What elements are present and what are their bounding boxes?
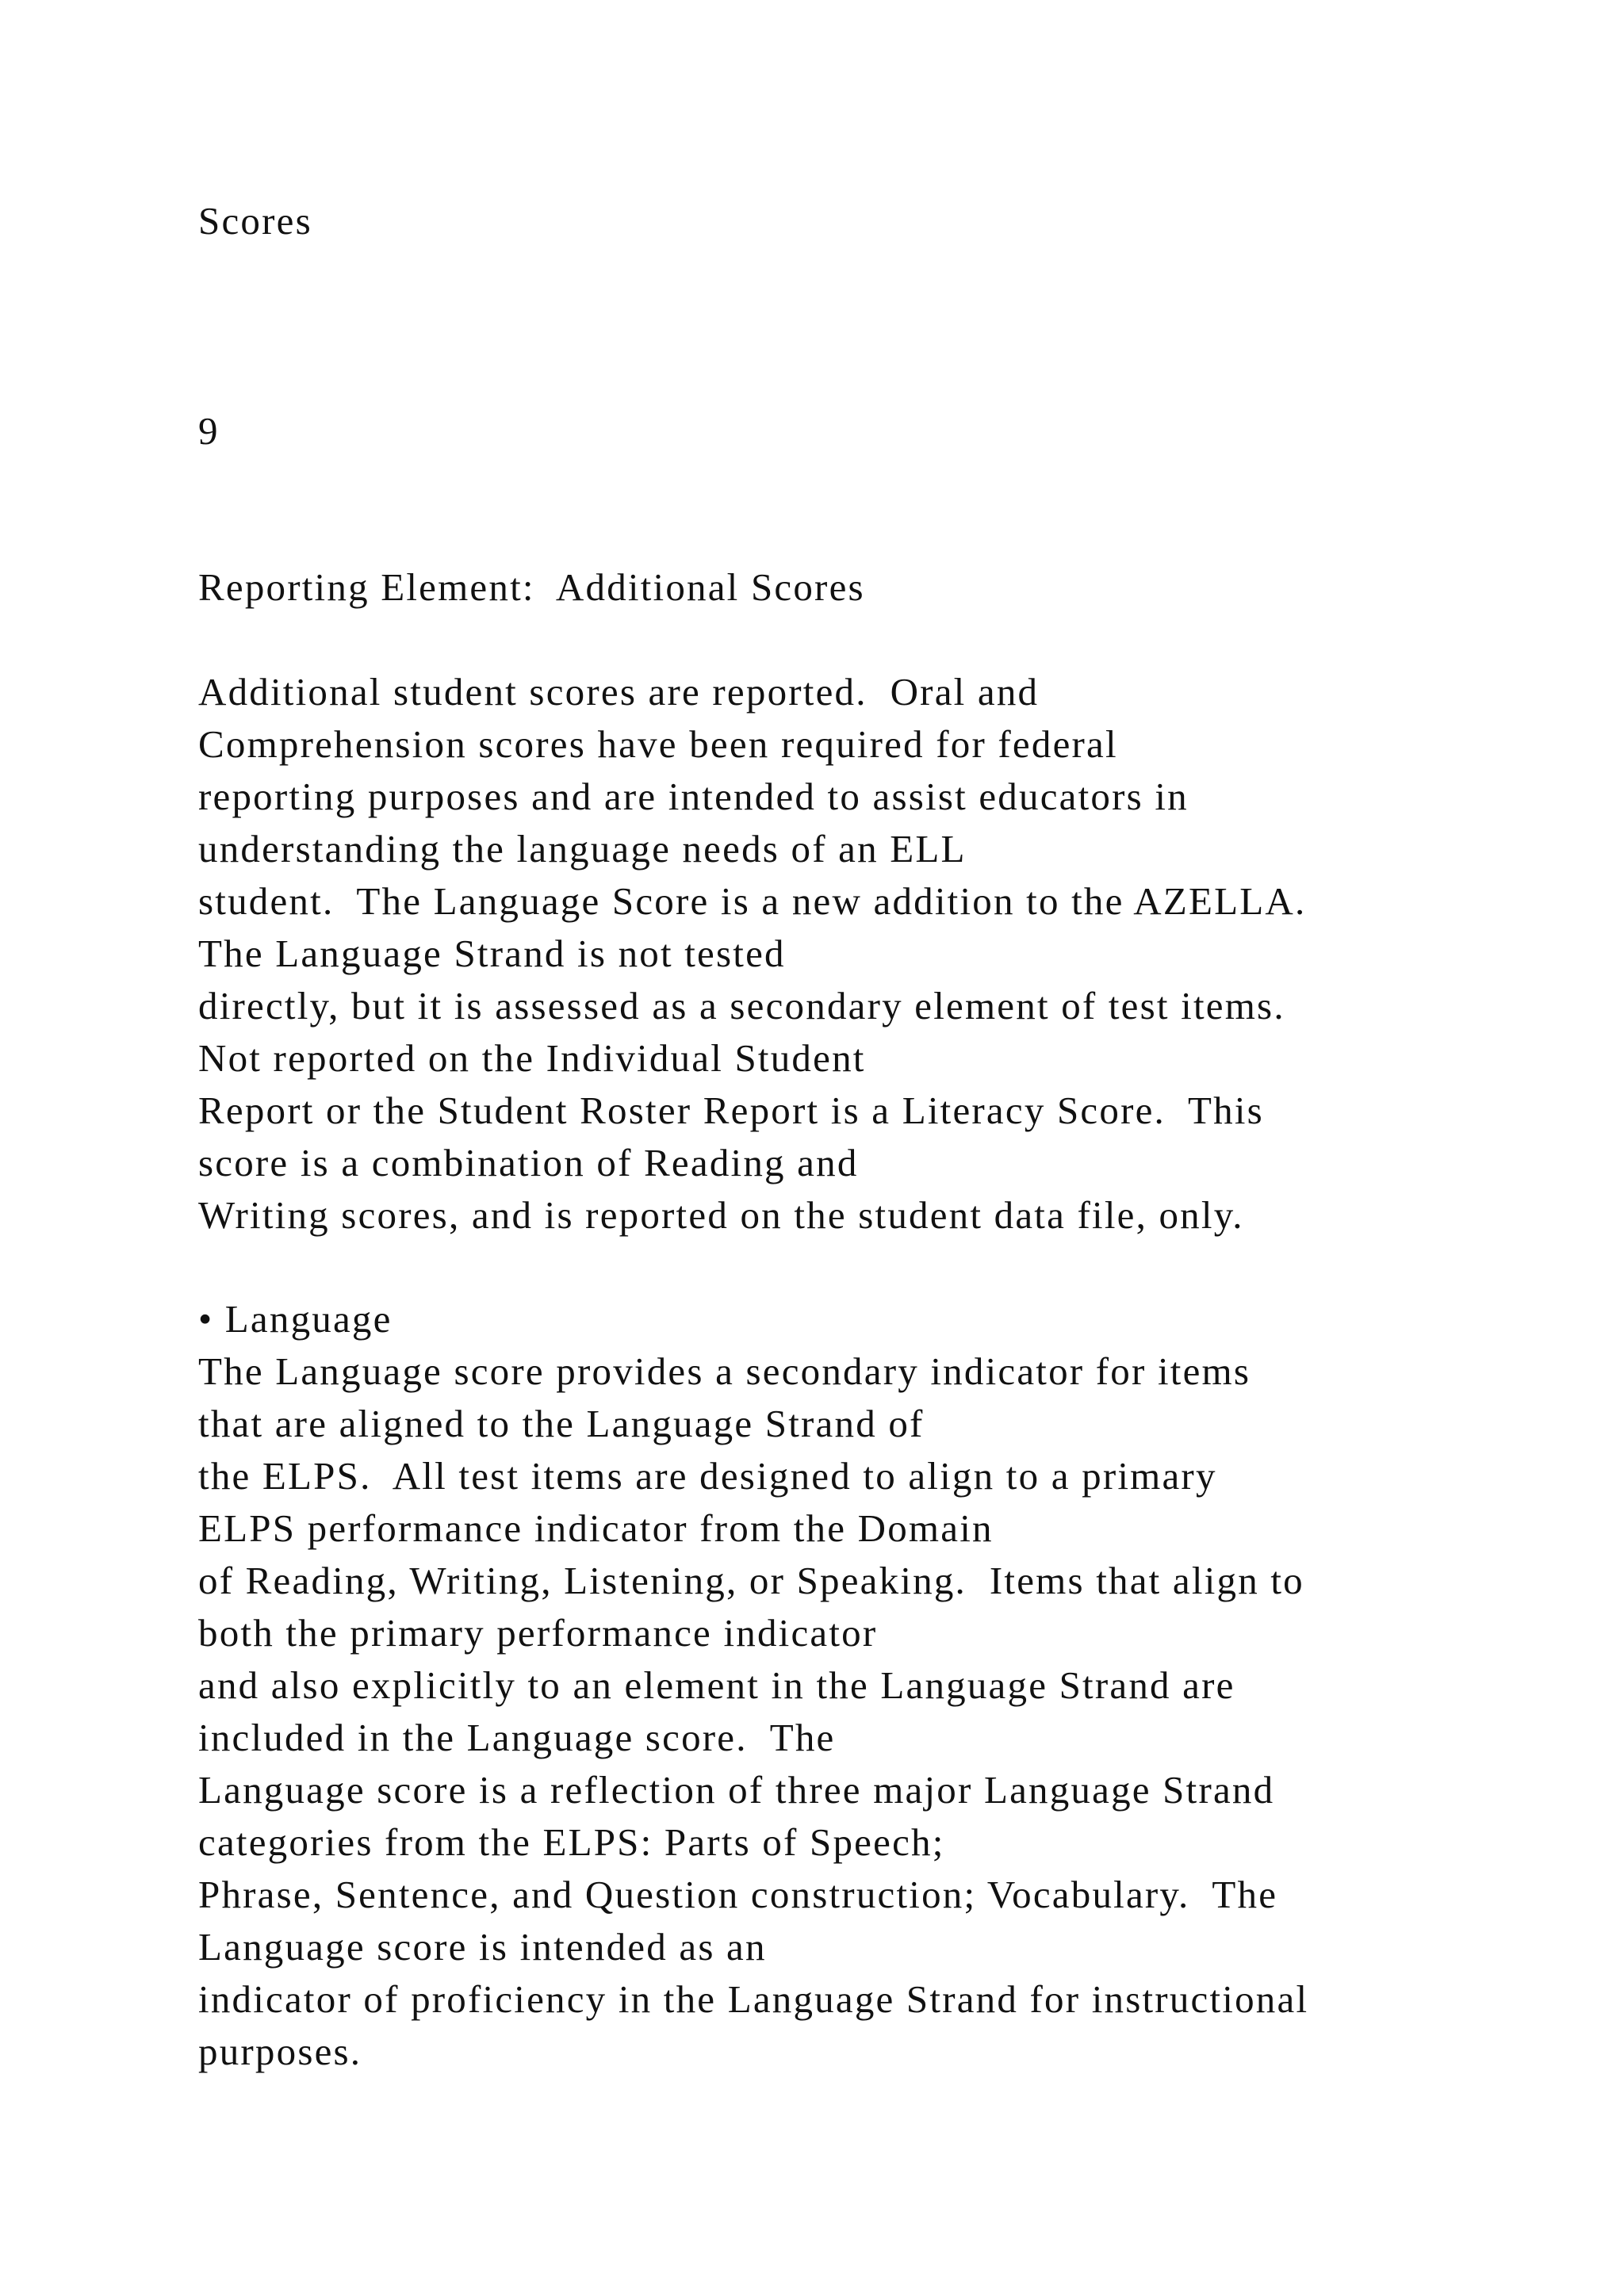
language-line: that are aligned to the Language Strand of	[198, 1402, 925, 1445]
intro-line: The Language Strand is not tested	[198, 932, 786, 975]
intro-line: Writing scores, and is reported on the student data file, only.	[198, 1193, 1244, 1237]
intro-line: understanding the language needs of an ELL	[198, 827, 967, 871]
page-number: 9	[198, 409, 220, 453]
language-line: The Language score provides a secondary indicator for items	[198, 1349, 1251, 1393]
language-line: purposes.	[198, 2030, 362, 2073]
language-line: and also explicitly to an element in the Language Strand are	[198, 1663, 1235, 1707]
page-header: Scores	[198, 199, 312, 243]
intro-line: Report or the Student Roster Report is a Literacy Score. This	[198, 1089, 1264, 1132]
language-line: Language score is a reflection of three major Language Strand	[198, 1768, 1275, 1812]
intro-line: score is a combination of Reading and	[198, 1141, 859, 1184]
intro-line: Not reported on the Individual Student	[198, 1036, 866, 1080]
intro-line: reporting purposes and are intended to assist educators in	[198, 775, 1189, 818]
intro-line: Comprehension scores have been required for federal	[198, 722, 1118, 766]
language-line: Language score is intended as an	[198, 1925, 767, 1969]
language-line: both the primary performance indicator	[198, 1611, 878, 1655]
language-line: Phrase, Sentence, and Question construction; Vocabulary. The	[198, 1873, 1278, 1916]
language-line: the ELPS. All test items are designed to align to a primary	[198, 1454, 1217, 1498]
language-line: of Reading, Writing, Listening, or Speaking. Items that align to	[198, 1559, 1304, 1602]
bullet-heading-language: • Language	[198, 1297, 393, 1341]
language-line: included in the Language score. The	[198, 1716, 836, 1759]
intro-line: directly, but it is assessed as a secondary element of test items.	[198, 984, 1285, 1027]
language-line: ELPS performance indicator from the Domain	[198, 1506, 994, 1550]
intro-line: Additional student scores are reported. Oral and	[198, 670, 1040, 714]
section-title: Reporting Element: Additional Scores	[198, 565, 865, 609]
language-line: categories from the ELPS: Parts of Speech;	[198, 1820, 945, 1864]
language-line: indicator of proficiency in the Language Strand for instructional	[198, 1977, 1309, 2021]
intro-line: student. The Language Score is a new addition to the AZELLA.	[198, 879, 1307, 923]
